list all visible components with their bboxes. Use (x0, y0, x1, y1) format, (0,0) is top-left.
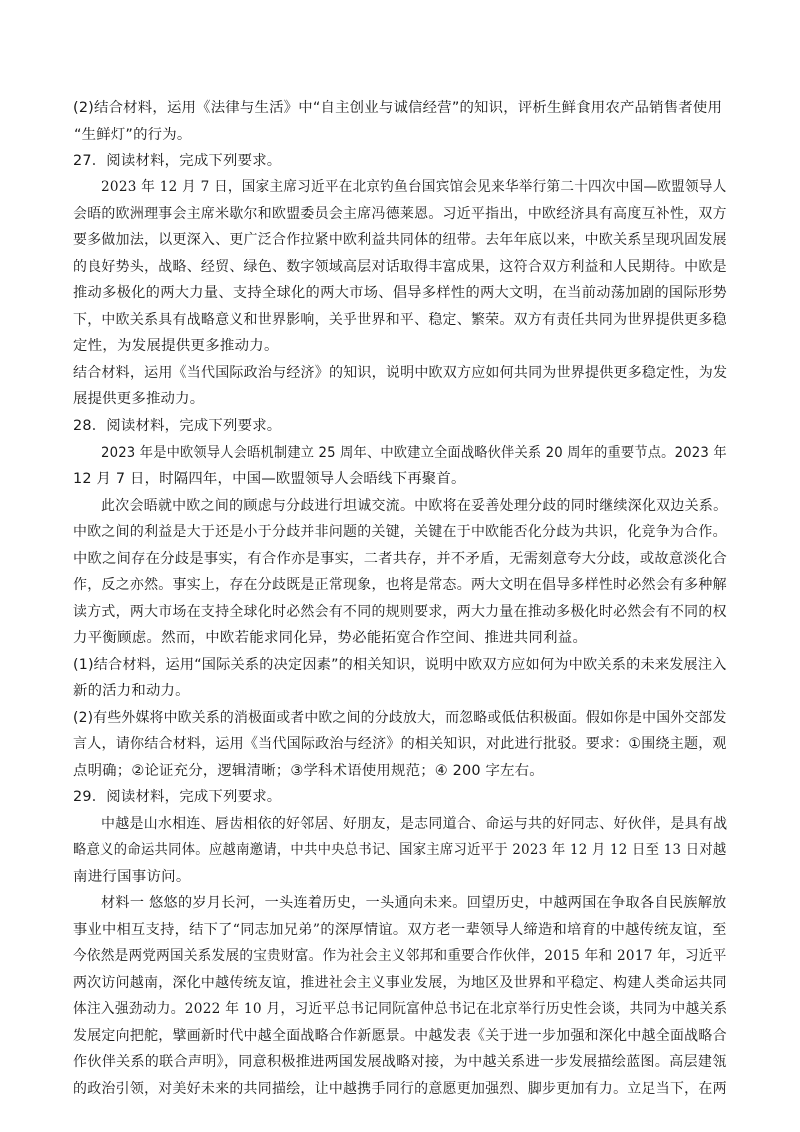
q29-heading: 29．阅读材料，完成下列要求。 (73, 789, 282, 805)
q26-part2-line-2: “生鲜灯”的行为。 (74, 127, 192, 143)
q28-material-line: 力平衡顾虑。然而，中欧若能求同化异，势必能拓宽合作空间、推进共同利益。 (73, 630, 588, 646)
q29-material1-line: 两次访问越南，深化中越传统友谊，推进社会主义事业发展，为地区及世界和平稳定、构建人类命运共同 (73, 975, 727, 991)
q28-task1-line: 新的活力和动力。 (73, 683, 190, 699)
q28-material-line: 此次会晤就中欧之间的顾虑与分歧进行坦诚交流。中欧将在妥善处理分歧的同时继续深化双边关系。 (101, 498, 728, 514)
q29-material1-line: 发展定向把舵，擘画新时代中越全面战略合作新愿景。中越发表《关于进一步加强和深化中越全面战略合 (73, 1028, 727, 1044)
q27-material-line: 2023 年 12 月 7 日，国家主席习近平在北京钓鱼台国宾馆会见来华举行第二十四次中国—欧盟领导人 (101, 179, 727, 195)
q28-task2-line: 点明确；②论证充分，逻辑清晰；③学科术语使用规范；④ 200 字左右。 (73, 763, 544, 779)
q27-task-line: 展提供更多推动力。 (73, 391, 205, 407)
q29-intro-line: 中越是山水相连、唇齿相依的好邻居、好朋友，是志同道合、命运与共的好同志、好伙伴，是具有战 (101, 816, 728, 832)
q29-material1-line: 体注入强劲动力。2022 年 10 月，习近平总书记同阮富仲总书记在北京举行历史性会谈，共同为中越关系 (73, 1001, 728, 1017)
q29-material1-line: 事业中相互支持，结下了“同志加兄弟”的深厚情谊。双方老一辈领导人缔造和培育的中越传统友谊，至 (73, 922, 727, 938)
q27-material-line: 下，中欧关系具有战略意义和世界影响，关乎世界和平、稳定、繁荣。双方有责任共同为世界提供更多稳 (73, 312, 727, 328)
q27-material-line: 的良好势头，战略、经贸、绿色、数字领域高层对话取得丰富成果，这符合双方利益和人民期待。中欧是 (73, 259, 727, 275)
q27-material-line: 推动多极化的两大力量、支持全球化的两大市场、倡导多样性的两大文明，在当前动荡加剧的国际形势 (73, 285, 728, 301)
q26-part2-line-1: (2)结合材料，运用《法律与生活》中“自主创业与诚信经营”的知识，评析生鲜食用农产品销售者使用 (73, 100, 723, 116)
q28-material-line: 中欧之间存在分歧是事实，有合作亦是事实，二者共存，并不矛盾，无需刻意夸大分歧，或故意淡化合 (73, 551, 728, 567)
q27-material-line: 定性，为发展提供更多推动力。 (73, 338, 279, 354)
q27-heading: 27．阅读材料，完成下列要求。 (73, 153, 282, 169)
q28-material-line: 读方式，两大市场在支持全球化时必然会有不同的规则要求，两大力量在推动多极化时必然会有不同的权 (73, 604, 727, 620)
q27-material-line: 要多做加法，以更深入、更广泛合作拉紧中欧利益共同体的纽带。去年年底以来，中欧关系呈现巩固发展 (73, 232, 727, 248)
q27-task-line: 结合材料，运用《当代国际政治与经济》的知识，说明中欧双方应如何共同为世界提供更多稳定性，为发 (73, 365, 728, 381)
q27-material-line: 会晤的欧洲理事会主席米歇尔和欧盟委员会主席冯德莱恩。习近平指出，中欧经济具有高度互补性，双方 (73, 206, 727, 222)
q29-intro-line: 略意义的命运共同体。应越南邀请，中共中央总书记、国家主席习近平于 2023 年 12 月 12 日至 13 日对越 (73, 842, 727, 858)
q28-material-line: 作，反之亦然。事实上，存在分歧既是正常现象，也将是常态。两大文明在倡导多样性时必然会有多种解 (73, 577, 727, 593)
q29-material1-line: 作伙伴关系的联合声明》，同意积极推进两国发展战略对接，为中越关系进一步发展描绘蓝图。高层建瓴 (73, 1054, 727, 1070)
q28-heading: 28．阅读材料，完成下列要求。 (73, 418, 282, 434)
q28-material-line: 12 月 7 日，时隔四年，中国—欧盟领导人会晤线下再聚首。 (73, 471, 466, 487)
q29-material1-line: 今依然是两党两国关系发展的宝贵财富。作为社会主义邻邦和重要合作伙伴，2015 年和 2017 年，习近平 (73, 948, 727, 964)
q28-material-line: 中欧之间的利益是大于还是小于分歧并非问题的关键，关键在于中欧能否化分歧为共识，化竞争为合作。 (73, 524, 727, 540)
q29-intro-line: 南进行国事访问。 (73, 869, 191, 885)
q28-task1-line: (1)结合材料，运用“国际关系的决定因素”的相关知识，说明中欧双方应如何为中欧关系的未来发展注入 (73, 657, 727, 673)
q28-task2-line: (2)有些外媒将中欧关系的消极面或者中欧之间的分歧放大，而忽略或低估积极面。假如你是中国外交部发 (73, 710, 727, 726)
q28-task2-line: 言人，请你结合材料，运用《当代国际政治与经济》的相关知识，对此进行批驳。要求：①围绕主题，观 (73, 736, 727, 752)
q28-material-line: 2023 年是中欧领导人会晤机制建立 25 周年、中欧建立全面战略伙伴关系 20 周年的重要节点。2023 年 (101, 445, 727, 461)
q29-material1-line: 材料一 悠悠的岁月长河，一头连着历史，一头通向未来。回望历史，中越两国在争取各自民族解放 (101, 895, 727, 911)
q29-material1-line: 的政治引领，对美好未来的共同描绘，让中越携手同行的意愿更加强烈、脚步更加有力。立足当下，在两 (73, 1081, 727, 1097)
